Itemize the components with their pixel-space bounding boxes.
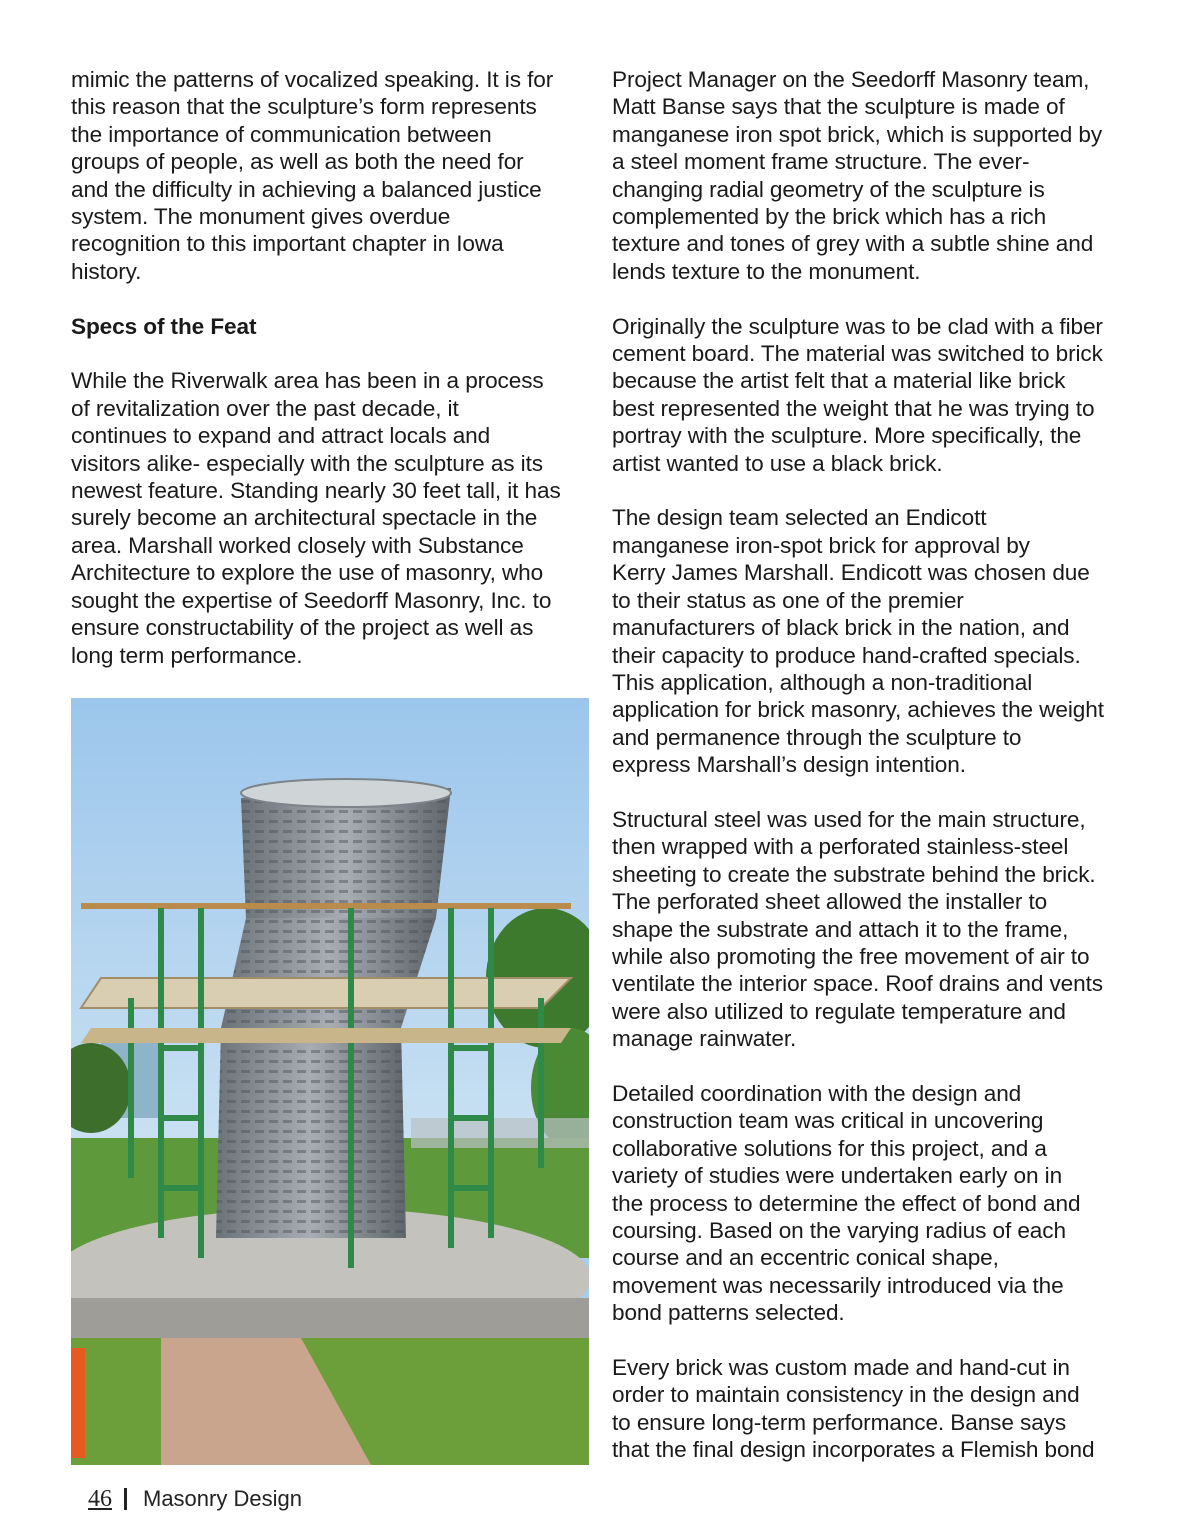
right-paragraph-1: Project Manager on the Seedorff Masonry team, Matt Banse says that the sculpture is made of manganese iron spot brick, which is supported by a steel moment frame structure. The ever- changing radial geometry of the sculpture is complemented by the brick which has a rich texture and tones of grey with a subtle shine and lends texture to the monument.	[612, 67, 1103, 284]
section-heading: Specs of the Feat	[71, 313, 257, 339]
sculpture-construction-photo	[71, 698, 589, 1465]
sculpture-rim	[241, 779, 451, 807]
page-footer	[88, 1484, 302, 1514]
photo-illustration	[71, 698, 589, 1465]
right-paragraph-4: Structural steel was used for the main structure, then wrapped with a perforated stainless-steel sheeting to create the substrate behind the brick. The perforated sheet allowed the installer to shape the substrate and attach it to the frame, while also promoting the free movement of air to ventilate the interior space. Roof drains and vents were also utilized to regulate temperature and manage rainwater.	[612, 806, 1103, 1052]
left-paragraph-2: While the Riverwalk area has been in a process of revitalization over the past decade, it continues to expand and attract locals and visitors alike- especially with the sculpture as its newest feature. Standing nearly 30 feet tall, it has surely become an architectural spectacle in the area. Marshall worked closely with Substance Architecture to explore the use of masonry, who sought the expertise of Seedorff Masonry, Inc. to ensure constructability of the project as well as long term performance.	[71, 368, 561, 668]
footer-divider	[124, 1488, 127, 1510]
scaffold-rail	[81, 903, 571, 909]
traffic-cone	[71, 1348, 85, 1458]
scaffold-platform	[81, 978, 571, 1008]
scaffold-lower-planks	[81, 1028, 571, 1043]
right-paragraph-6: Every brick was custom made and hand-cut in order to maintain consistency in the design and to ensure long-term performance. Banse says that the final design incorporates a Flemish bond	[612, 1355, 1095, 1463]
plaza-edge	[71, 1298, 589, 1338]
publication-name: Masonry Design	[143, 1486, 302, 1511]
right-paragraph-5: Detailed coordination with the design and construction team was critical in uncovering collaborative solutions for this project, and a variety of studies were undertaken early on in the process to determine the effect of bond and coursing. Based on the varying radius of each course and an eccentric conical shape, movement was necessarily introduced via the bond patterns selected.	[612, 1080, 1081, 1326]
page-number: 46	[88, 1485, 112, 1512]
right-column	[612, 66, 1142, 1491]
left-column	[71, 66, 591, 696]
fence	[411, 1118, 589, 1148]
right-paragraph-2: Originally the sculpture was to be clad with a fiber cement board. The material was switched to brick because the artist felt that a material like brick best represented the weight that he was trying to portray with the sculpture. More specifically, the artist wanted to use a black brick.	[612, 313, 1103, 476]
right-paragraph-3: The design team selected an Endicott manganese iron-spot brick for approval by Kerry James Marshall. Endicott was chosen due to their status as one of the premier manufacturers of black brick in the nation, and their capacity to produce hand-crafted specials. This application, although a non-traditional application for brick masonry, achieves the weight and permanence through the sculpture to express Marshall’s design intention.	[612, 505, 1104, 778]
left-paragraph-1: mimic the patterns of vocalized speaking. It is for this reason that the sculpture’s form represents the importance of communication between groups of people, as well as both the need for and the difficulty in achieving a balanced justice system. The monument gives overdue recognition to this important chapter in Iowa history.	[71, 67, 554, 284]
